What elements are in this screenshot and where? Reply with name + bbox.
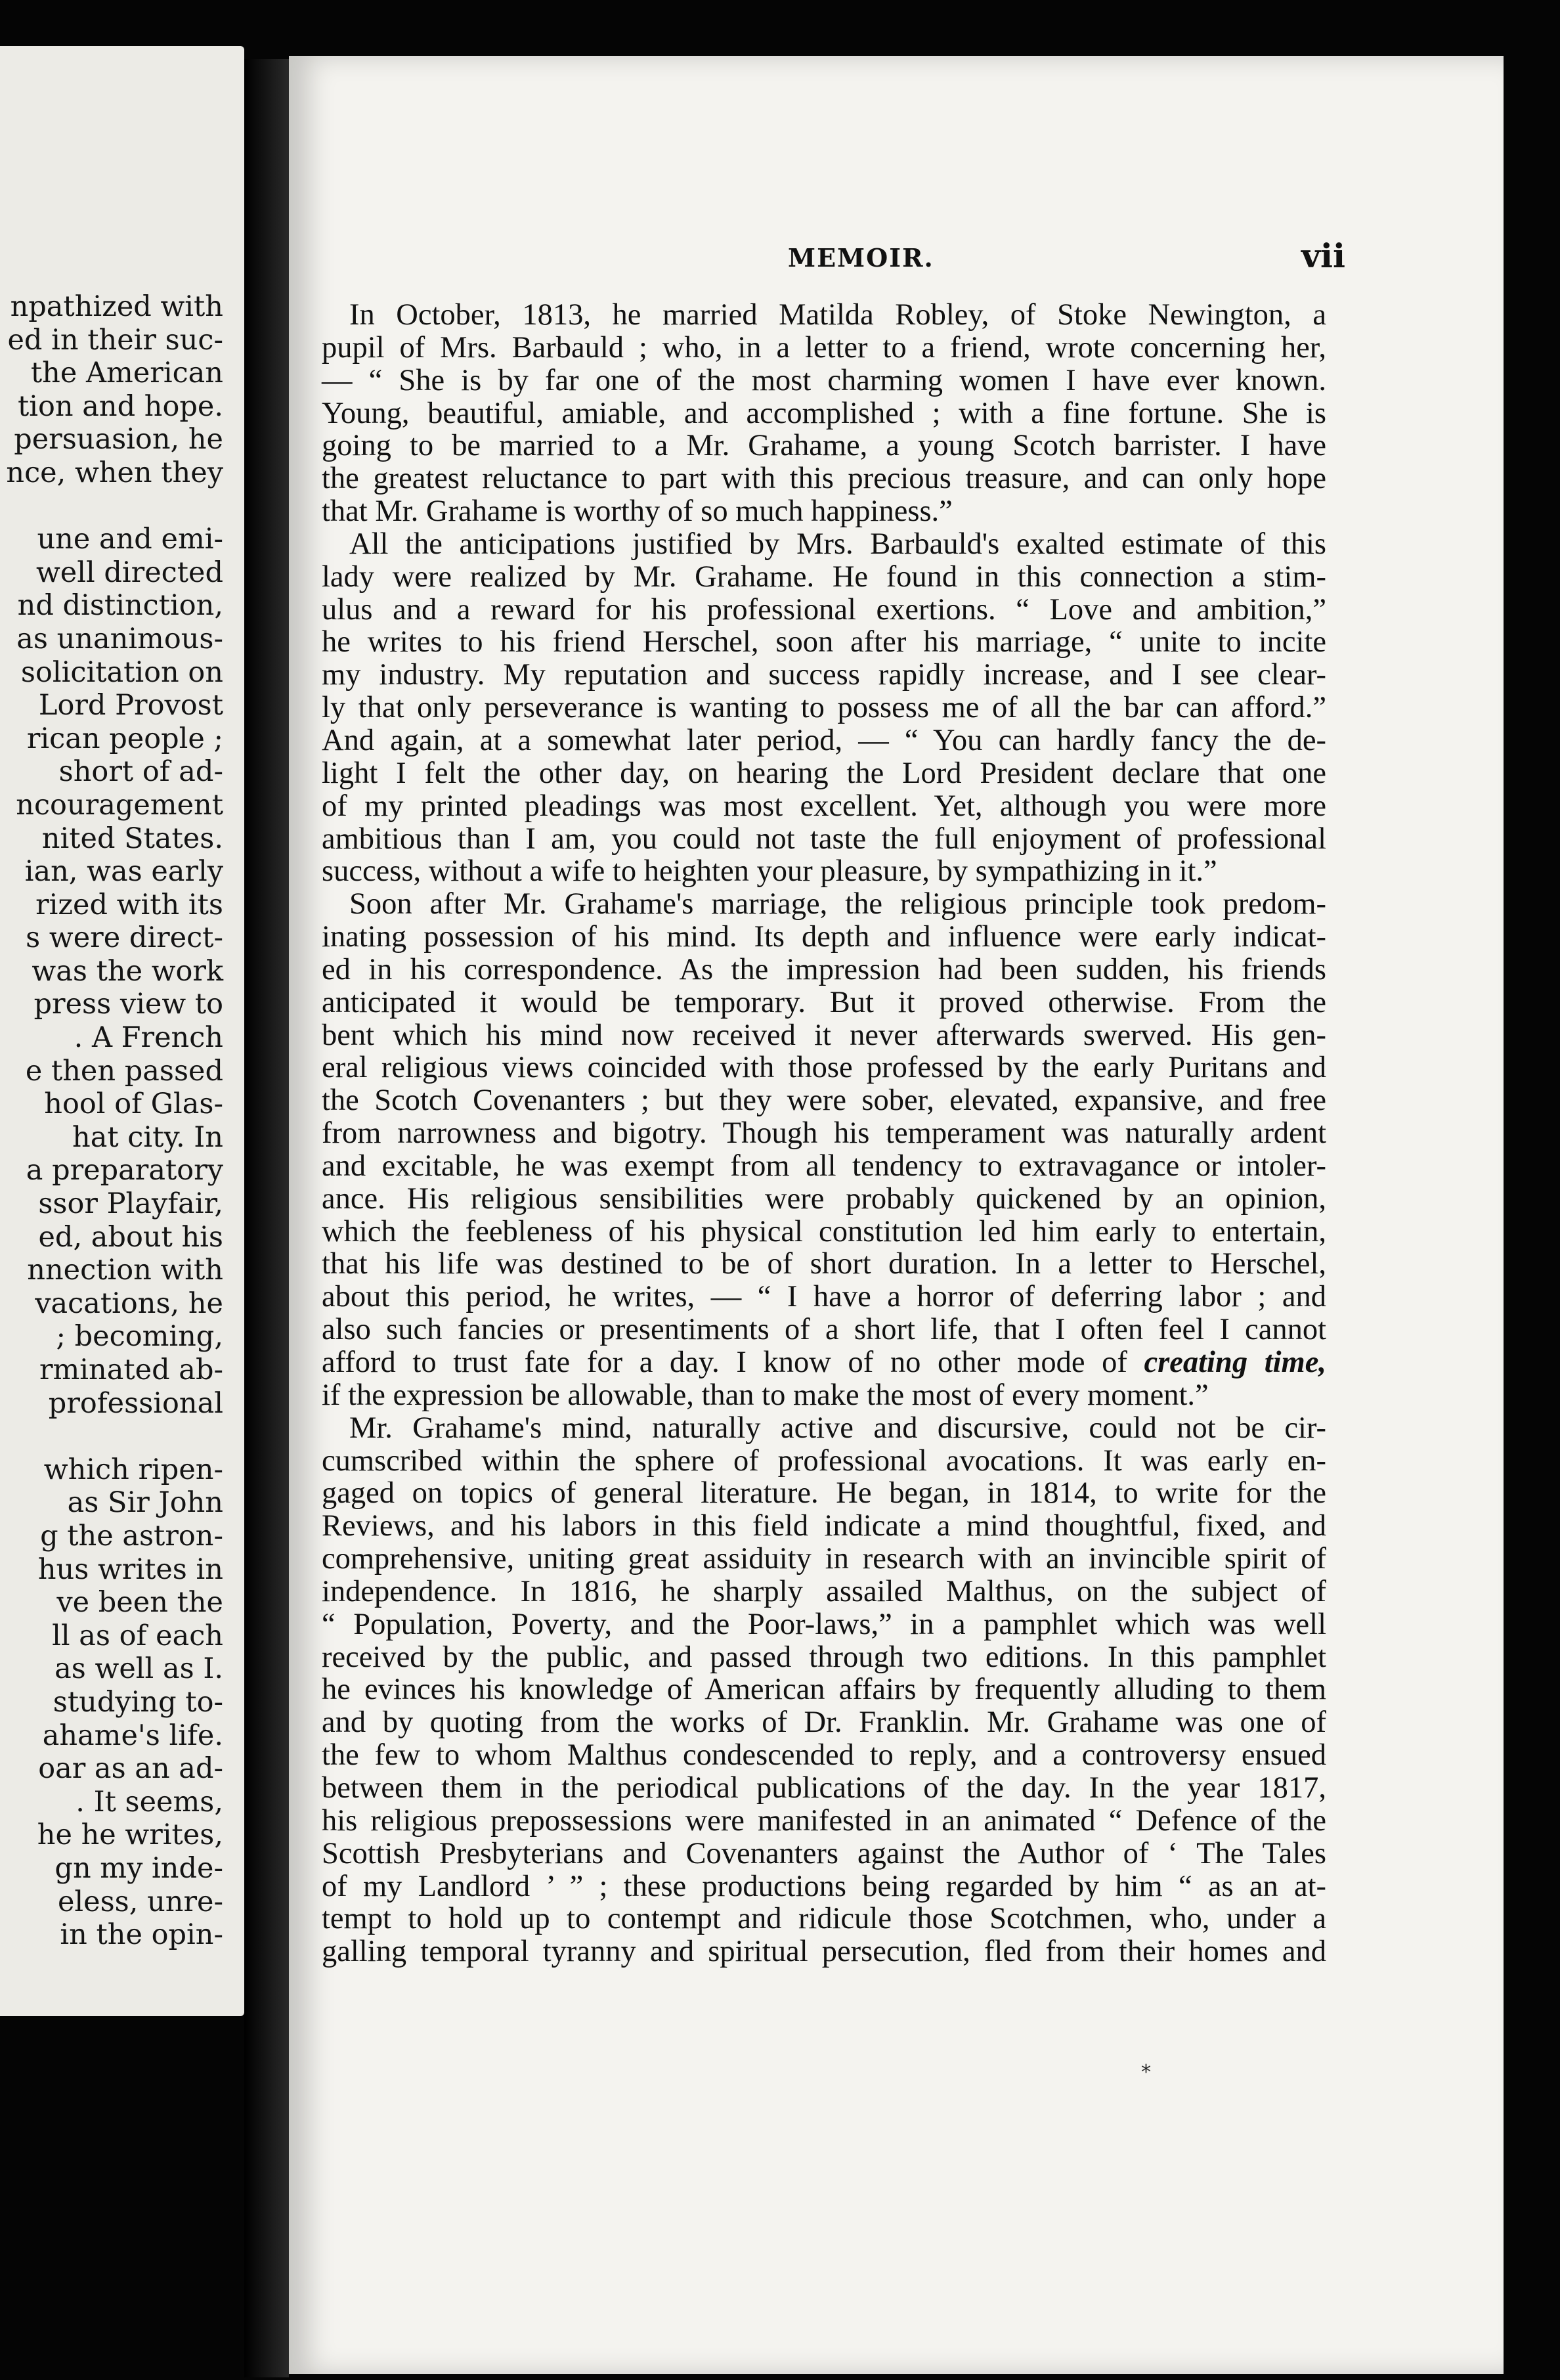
left-page-line: the American [30,357,223,390]
text-line: the few to whom Malthus condescended to reply, and a controversy ensued [322,1738,1326,1773]
page-number: vii [1301,236,1346,275]
left-page-line: tion and hope. [17,389,223,423]
left-page-line: une and emi- [37,523,223,556]
text-line: ance. His religious sensibilities were probably quickened by an opinion, [322,1181,1326,1216]
left-page-line: Lord Provost [38,689,223,722]
left-page-line: as unanimous- [16,622,223,655]
text-line: between them in the periodical publications of the day. In the year 1817, [322,1771,1326,1805]
text-line: of my Landlord ’ ” ; these productions being regarded by him “ as an at- [322,1869,1326,1903]
text-line: that Mr. Grahame is worthy of so much happiness.” [322,495,953,529]
text-line: independence. In 1816, he sharply assailed Malthus, on the subject of [322,1574,1326,1608]
left-page-line: persuasion, he [14,423,223,456]
left-page-line: hat city. In [72,1120,223,1154]
left-page-line: eless, unre- [57,1885,223,1918]
text-line: Soon after Mr. Grahame's marriage, the religious principle took predom- [349,887,1326,921]
left-page-line: nce, when they [6,456,223,489]
text-line: light I felt the other day, on hearing the Lord President declare that one [322,756,1326,790]
text-line: “ Population, Poverty, and the Poor-laws,” in a pamphlet which was well [322,1607,1326,1641]
left-page-line: rminated ab- [39,1354,223,1386]
left-page-line: ed in their suc- [7,323,223,357]
text-line: pupil of Mrs. Barbauld ; who, in a letter to a friend, wrote concerning her, [322,330,1326,364]
text-line: ly that only perseverance is wanting to possess me of all the bar can afford.” [322,691,1326,725]
left-page-line: press view to [33,988,223,1021]
left-page-line: npathized with [10,290,223,323]
text-line: tempt to hold up to contempt and ridicule those Scotchmen, who, under a [322,1902,1326,1936]
text-line: received by the public, and passed through two editions. In this pamphlet [322,1640,1326,1674]
left-page-line [0,1420,223,1453]
text-line: Young, beautiful, amiable, and accomplished ; with a fine fortune. She is [322,396,1326,430]
text-line: ambitious than I am, you could not taste the full enjoyment of professional [322,822,1326,856]
text-line: ulus and a reward for his professional exertions. “ Love and ambition,” [322,592,1326,627]
left-page-line: ed, about his [38,1220,223,1254]
text-line: inating possession of his mind. Its depth and influence were early indicat- [322,920,1326,954]
text-line: — “ She is by far one of the most charming women I have ever known. [322,363,1326,397]
left-page-line: s were direct- [26,921,223,955]
left-page-line: hool of Glas- [44,1088,223,1121]
text-line: bent which his mind now received it never afterwards swerved. His gen- [322,1018,1326,1052]
left-page-line: short of ad- [58,755,223,789]
text-line: eral religious views coincided with those professed by the early Puritans and [322,1051,1326,1085]
left-page-line: as Sir John [67,1486,223,1520]
text-line: and excitable, he was exempt from all tendency to extravagance or intoler- [322,1149,1326,1183]
text-line: Scottish Presbyterians and Covenanters against the Author of ‘ The Tales [322,1836,1326,1870]
text-line: of my printed pleadings was most excellent. Yet, although you were more [322,789,1326,823]
left-page-line: well directed [35,556,223,589]
text-line: gaged on topics of general literature. He began, in 1814, to write for the [322,1476,1326,1510]
text-line: from narrowness and bigotry. Though his temperament was naturally ardent [322,1116,1326,1151]
text-line: my industry. My reputation and success rapidly increase, and I see clear- [322,658,1326,692]
left-page-line: ve been the [56,1586,223,1620]
text-line: about this period, he writes, — “ I have a horror of deferring labor ; and [322,1280,1326,1314]
text-line: ed in his correspondence. As the impression had been sudden, his friends [322,952,1326,986]
left-page-line: professional [48,1386,223,1420]
text-line: that his life was destined to be of short duration. In a letter to Herschel, [322,1247,1326,1281]
running-head: MEMOIR. [788,243,934,273]
left-page-line: . It seems, [76,1785,223,1818]
text-line: the Scotch Covenanters ; but they were sober, elevated, expansive, and free [322,1084,1326,1118]
left-page-line: g the astron- [40,1519,223,1553]
left-page-line: gn my inde- [54,1851,223,1885]
text-line: cumscribed within the sphere of professional avocations. It was early en- [322,1443,1326,1478]
left-page-line: as well as I. [54,1652,223,1686]
left-page-line: . A French [74,1021,223,1055]
text-line: success, without a wife to heighten your pleasure, by sympathizing in it.” [322,854,1217,889]
text-line: And again, at a somewhat later period, — “ You can hardly fancy the de- [322,723,1326,757]
text-line: also such fancies or presentiments of a short life, that I often feel I cannot [322,1313,1326,1347]
text-line: lady were realized by Mr. Grahame. He found in this connection a stim- [322,560,1326,594]
text-line: he evinces his knowledge of American affairs by frequently alluding to them [322,1673,1326,1707]
text-line: galling temporal tyranny and spiritual persecution, fled from their homes and [322,1935,1326,1969]
left-page-line: in the opin- [60,1918,223,1952]
left-page-line: rized with its [35,888,223,921]
text-line: which the feebleness of his physical constitution led him early to entertain, [322,1214,1326,1248]
text-line: he writes to his friend Herschel, soon after his marriage, “ unite to incite [322,625,1326,659]
text-line: his religious prepossessions were manifested in an animated “ Defence of the [322,1803,1326,1838]
left-page-fragment [0,46,244,2016]
text-line: Reviews, and his labors in this field indicate a mind thoughtful, fixed, and [322,1509,1326,1543]
left-page-line: solicitation on [20,655,223,689]
left-page-line: nnection with [27,1254,223,1287]
left-page-line [0,490,223,523]
text-line: comprehensive, uniting great assiduity in research with an invincible spirit of [322,1542,1326,1576]
left-page-line: vacations, he [35,1287,223,1320]
text-line: the greatest reluctance to part with this precious treasure, and can only hope [322,462,1326,496]
left-page-line: studying to- [53,1685,223,1719]
left-page-line: he he writes, [37,1818,223,1852]
text-line: anticipated it would be temporary. But it proved otherwise. From the [322,985,1326,1019]
text-line: All the anticipations justified by Mrs. Barbauld's exalted estimate of this [349,527,1326,561]
book-gutter [244,59,289,2377]
left-page-line: a preparatory [26,1154,223,1187]
left-page-text [0,290,223,1952]
left-page-line: nd distinction, [17,589,223,623]
left-page-line: ahame's life. [42,1719,223,1752]
left-page-line: ll as of each [52,1619,223,1652]
text-line: In October, 1813, he married Matilda Robley, of Stoke Newington, a [349,298,1326,332]
text-line: afford to trust fate for a day. I know of no other mode of creating time, [322,1346,1326,1379]
left-page-line: ncouragement [16,788,223,822]
left-page-line: which ripen- [43,1453,223,1486]
text-line: Mr. Grahame's mind, naturally active and discursive, could not be cir- [349,1411,1326,1445]
left-page-line: was the work [32,954,223,988]
left-page-line: rican people ; [26,722,223,755]
left-page-line: hus writes in [37,1553,223,1586]
page-body-text [322,299,1326,1968]
text-line: going to be married to a Mr. Grahame, a young Scotch barrister. I have [322,429,1326,463]
left-page-line: ian, was early [24,855,223,889]
text-line: if the expression be allowable, than to make the most of every moment.” [322,1378,1209,1412]
left-page-line: ssor Playfair, [38,1187,223,1221]
left-page-line: nited States. [41,822,223,855]
text-line: and by quoting from the works of Dr. Franklin. Mr. Grahame was one of [322,1706,1326,1740]
left-page-line: ; becoming, [56,1320,223,1354]
signature-mark: * [1141,2061,1151,2084]
left-page-line: oar as an ad- [38,1752,223,1786]
left-page-line: e then passed [25,1054,223,1088]
